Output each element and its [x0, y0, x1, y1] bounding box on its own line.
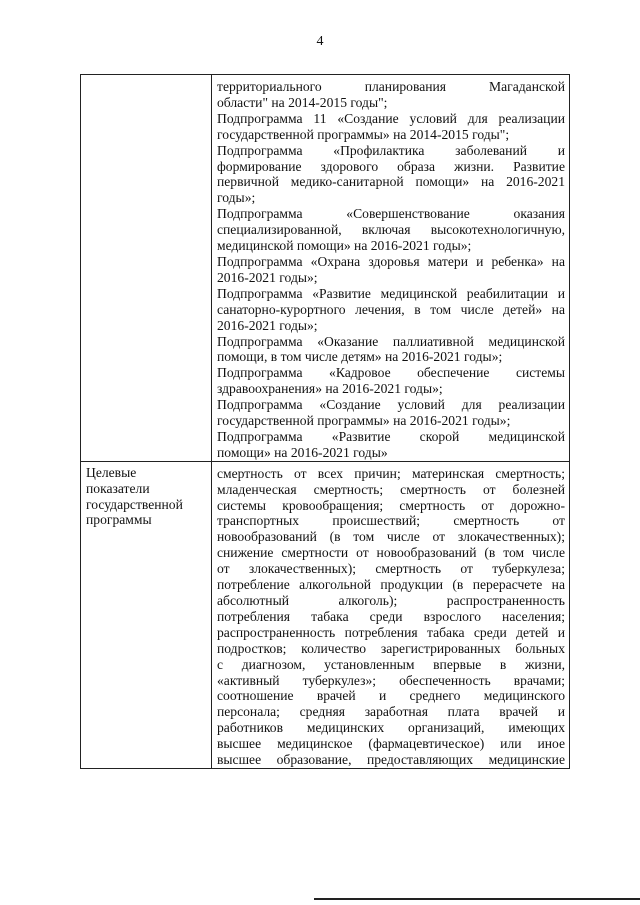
- text-line: соотношение врачей и среднего медицинского: [217, 688, 565, 704]
- text-line: 2016-2021 годы»;: [217, 317, 318, 333]
- target-indicators-text-cell: [212, 461, 570, 768]
- text-line: помощи, в том числе детям» на 2016-2021 годы»;: [217, 349, 503, 365]
- text-line: работников медицинских организаций, имеющих: [217, 720, 565, 736]
- label-cell-empty: [81, 75, 212, 462]
- table-row-subprograms: [81, 75, 570, 462]
- text-line: годы»;: [217, 190, 256, 206]
- program-passport-table: [80, 74, 570, 769]
- text-line: младенческая смертность; смертность от болезней: [217, 481, 565, 497]
- text-line: Подпрограмма «Профилактика заболеваний и: [217, 142, 565, 158]
- text-line: системы кровообращения; смертность от дорожно-: [217, 497, 565, 513]
- text-line: высшее образование, предоставляющих медицинские: [217, 752, 565, 768]
- text-line: персонала; средняя заработная плата врачей и: [217, 704, 565, 720]
- text-line: специализированной, включая высокотехнологичную,: [217, 222, 565, 238]
- subprograms-list-cell: [212, 75, 570, 462]
- text-line: потребления табака среди взрослого населения;: [217, 608, 565, 624]
- text-line: распространенность потребления табака среди детей и: [217, 624, 565, 640]
- label-line: Целевые: [86, 464, 137, 480]
- text-line: здравоохранения» на 2016-2021 годы»;: [217, 381, 443, 397]
- label-line: программы: [86, 512, 152, 528]
- text-line: «активный туберкулез»; обеспеченность врачами;: [217, 672, 565, 688]
- text-line: Подпрограмма «Охрана здоровья матери и ребенка» на: [217, 253, 565, 269]
- text-line: первичной медико-санитарной помощи» на 2016-2021: [217, 174, 565, 190]
- text-line: государственной программы» на 2014-2015 годы";: [217, 126, 510, 142]
- target-indicators-label-cell: [81, 461, 212, 768]
- text-line: от злокачественных); смертность от туберкулеза;: [217, 561, 565, 577]
- text-line: Подпрограмма «Совершенствование оказания: [217, 206, 565, 222]
- label-line: показатели: [86, 480, 150, 496]
- text-line: Подпрограмма «Развитие скорой медицинской: [217, 428, 565, 444]
- text-line: 2016-2021 годы»;: [217, 269, 318, 285]
- text-line: медицинской помощи» на 2016-2021 годы»;: [217, 238, 472, 254]
- text-line: Подпрограмма «Создание условий для реализации: [217, 397, 565, 413]
- text-line: Подпрограмма «Кадровое обеспечение системы: [217, 365, 565, 381]
- text-line: помощи» на 2016-2021 годы»: [217, 444, 388, 460]
- text-line: транспортных происшествий; смертность от: [217, 513, 565, 529]
- text-line: государственной программы» на 2016-2021 годы»;: [217, 413, 511, 429]
- text-line: Подпрограмма «Оказание паллиативной медицинской: [217, 333, 565, 349]
- text-line: Подпрограмма 11 «Создание условий для реализации: [217, 110, 565, 126]
- text-line: Подпрограмма «Развитие медицинской реабилитации и: [217, 285, 565, 301]
- text-line: подростков; количество зарегистрированных больных: [217, 640, 565, 656]
- page-number: 4: [316, 34, 324, 49]
- text-line: с диагнозом, установленным впервые в жизни,: [217, 656, 565, 672]
- label-line: государственной: [86, 496, 183, 512]
- text-line: снижение смертности от новообразований (в том числе: [217, 545, 565, 561]
- table-row-targets: [81, 461, 570, 768]
- text-line: смертность от всех причин; материнская смертность;: [217, 465, 565, 481]
- text-line: формирование здорового образа жизни. Развитие: [217, 158, 565, 174]
- text-line: области" на 2014-2015 годы";: [217, 94, 388, 110]
- text-line: потребление алкогольной продукции (в перерасчете на: [217, 577, 565, 593]
- text-line: высшее медицинское (фармацевтическое) или иное: [217, 736, 565, 752]
- text-line: абсолютный алкоголь); распространенность: [217, 593, 565, 608]
- bottom-divider: [314, 898, 640, 900]
- text-line: санаторно-курортного лечения, в том числе детей» на: [217, 301, 565, 317]
- text-line: территориального планирования Магаданской: [217, 79, 565, 94]
- text-line: новообразований (в том числе от злокачественных);: [217, 529, 565, 545]
